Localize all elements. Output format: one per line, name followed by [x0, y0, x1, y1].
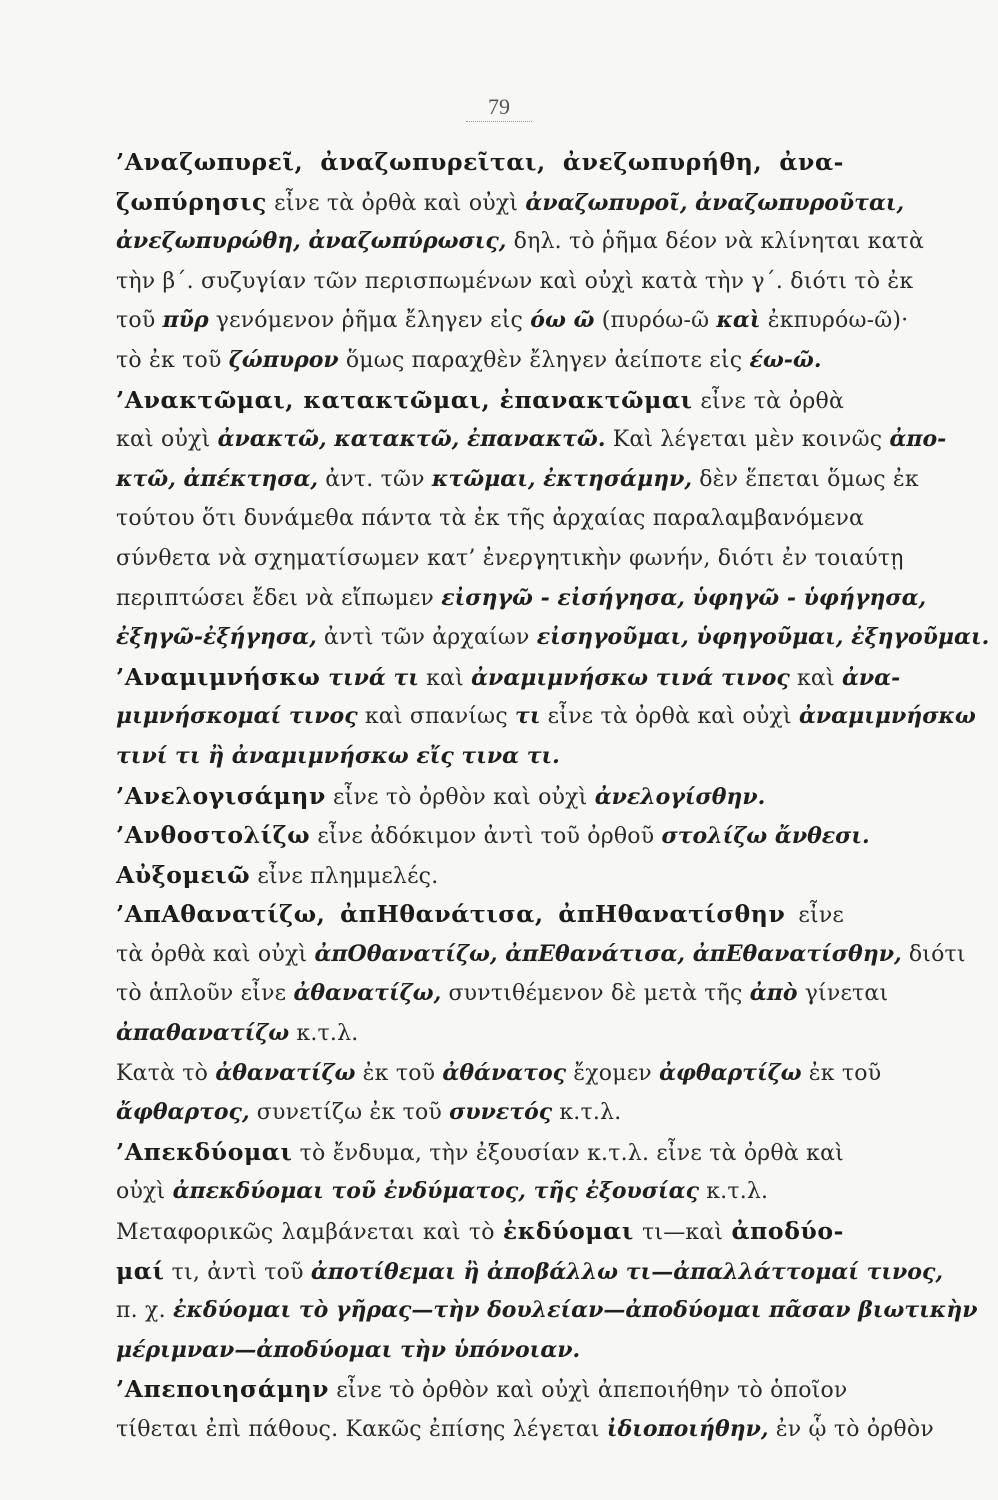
emphasized-text: κτῶ, ἀπέκτησα,	[116, 465, 319, 492]
emphasized-text: όω ῶ	[530, 307, 595, 334]
entry-headword: ’Ανελογισάμην	[116, 781, 326, 810]
body-text-run: συνετίζω ἐκ τοῦ	[249, 1100, 450, 1126]
entry-headword: ἐκδύομαι	[502, 1217, 634, 1246]
body-text-run: δὲν ἕπεται ὅμως ἐκ	[692, 466, 919, 492]
body-text-run: εἶνε πλημμελές.	[250, 863, 439, 889]
body-text-run: περιπτώσει ἔδει νὰ εἴπωμεν	[116, 585, 442, 611]
emphasized-text: ἀθανατίζω,	[293, 980, 442, 1007]
emphasized-text: ἀναμιμνήσκω τινά τινος	[471, 664, 790, 691]
text-line	[116, 935, 966, 975]
text-line	[116, 816, 870, 856]
text-line	[116, 539, 904, 579]
entry-headword: ’Ανθοστολίζω	[116, 821, 311, 850]
body-text-run: κ.τ.λ.	[699, 1179, 769, 1205]
text-line	[116, 579, 927, 619]
body-text-run: τούτου ὅτι δυνάμεθα πάντα τὰ ἐκ τῆς ἀρχαίας παραλαμβανόμενα	[116, 506, 865, 532]
emphasized-text: ἀναμιμνήσκω	[798, 703, 976, 730]
text-line	[116, 895, 844, 935]
body-text-run: τι, ἀντὶ τοῦ	[164, 1259, 311, 1285]
entry-headword: ’Αναμιμνήσκω	[116, 662, 321, 691]
body-text-run: εἶνε τὰ ὀρθὰ καὶ οὐχὶ	[540, 704, 799, 730]
body-text-run: (πυρόω-ῶ	[594, 308, 717, 334]
body-text-run: καὶ	[789, 665, 842, 691]
emphasized-text: ἀνεζωπυρώθη, ἀναζωπύρωσις,	[116, 228, 507, 255]
text-line	[116, 499, 865, 539]
emphasized-text: ἀθανατίζω	[215, 1059, 356, 1086]
emphasized-text: ἐξηγῶ-ἐξήγησα,	[116, 624, 317, 651]
body-text-run: γίνεται	[797, 981, 889, 1007]
body-text-run: διότι	[901, 941, 966, 967]
emphasized-text: ἀφθαρτίζω	[659, 1059, 802, 1086]
body-text-run: τι—καὶ	[633, 1220, 732, 1246]
text-line	[116, 974, 889, 1014]
emphasized-text: ἀθάνατος	[442, 1059, 567, 1086]
body-text-run: συντιθέμενον δὲ μετὰ τῆς	[441, 981, 750, 1007]
text-line	[116, 301, 909, 341]
text-line	[116, 341, 844, 381]
emphasized-text: ζώπυρον	[228, 346, 339, 373]
emphasized-text: έω-ῶ.	[749, 346, 822, 373]
emphasized-text: τινά τι	[320, 664, 419, 691]
emphasized-text: μέριμναν—ἀποδύομαι τὴν ὑπόνοιαν.	[116, 1336, 581, 1363]
emphasized-text: ἀποτίθεμαι ἢ ἀποβάλλω τι—ἀπαλλάττομαί τινος,	[310, 1258, 944, 1285]
text-line	[116, 1410, 934, 1450]
emphasized-text: μιμνήσκομαί τινος	[116, 703, 358, 730]
body-text-run: σύνθετα νὰ σχηματίσωμεν κατ’ ἐνεργητικὴν φωνήν, διότι ἐν τοιαύτῃ	[116, 545, 904, 571]
emphasized-text: ἀπεκδύομαι τοῦ ἐνδύματος, τῆς ἐξουσίας	[172, 1178, 700, 1205]
body-text-run: τὴν β΄. συζυγίαν τῶν περισπωμένων καὶ οὐχὶ κατὰ τὴν γ΄. διότι τὸ ἐκ	[116, 268, 914, 294]
entry-headword: ζωπύρησις	[116, 187, 267, 216]
text-line	[116, 183, 905, 223]
text-line	[116, 777, 844, 817]
text-line	[116, 1172, 844, 1212]
emphasized-text: ἀπαθανατίζω	[116, 1020, 290, 1047]
text-line	[116, 1370, 848, 1410]
body-text-run: π. χ.	[116, 1298, 173, 1324]
body-text-run: γενόμενον ῥῆμα ἔληγεν εἰς	[208, 308, 531, 334]
body-text-run: ὅμως παραχθὲν ἔληγεν ἀείποτε εἰς	[338, 347, 750, 373]
text-line	[116, 1054, 882, 1094]
body-text-run: οὐχὶ	[116, 1179, 173, 1205]
entry-headword: ’Απεποιησάμην	[116, 1375, 330, 1404]
emphasized-text: πῦρ	[162, 307, 209, 334]
body-text	[116, 143, 990, 1450]
text-line	[116, 618, 990, 658]
emphasized-text: ἰδιοποιήθην,	[606, 1416, 769, 1442]
body-text-run: εἶνε ἀδόκιμον ἀντὶ τοῦ ὀρθοῦ	[310, 824, 662, 850]
body-text-run: τὸ ἐκ τοῦ	[116, 347, 229, 373]
text-line	[116, 1252, 944, 1292]
entry-headword: ’Ανακτῶμαι, κατακτῶμαι, ἐπανακτῶμαι	[116, 385, 693, 414]
body-text-run: Μεταφορικῶς λαμβάνεται καὶ τὸ	[116, 1220, 503, 1246]
text-line	[116, 1014, 844, 1054]
text-line	[116, 658, 901, 698]
emphasized-text: στολίζω ἄνθεσι.	[661, 823, 870, 850]
body-text-run: κ.τ.λ.	[289, 1021, 359, 1047]
entry-headword: μαί	[116, 1256, 165, 1285]
emphasized-text: κτῶμαι, ἐκτησάμην,	[431, 465, 692, 492]
page-number: 79	[0, 94, 998, 120]
body-text-run: ἀντ. τῶν	[318, 466, 432, 492]
text-line	[116, 697, 976, 737]
text-line	[116, 460, 919, 500]
emphasized-text: ἐκδύομαι τὸ γῆρας—τὴν δουλείαν—ἀποδύομαι πᾶσαν βιωτικὴν	[172, 1297, 978, 1324]
text-line	[116, 1331, 844, 1371]
body-text-run: ἀντὶ τῶν ἀρχαίων	[316, 625, 537, 651]
text-line	[116, 222, 925, 262]
emphasized-text: ἀπΟθανατίζω, ἀπΕθανάτισα, ἀπΕθανατίσθην,	[314, 940, 902, 967]
body-text-run: καὶ σπανίως	[357, 704, 516, 730]
body-text-run: ἔχομεν	[566, 1060, 660, 1086]
body-text-run: τὰ ὀρθὰ καὶ οὐχὶ	[116, 941, 315, 967]
text-line	[116, 856, 844, 896]
emphasized-text: ἀπὸ	[749, 980, 798, 1007]
emphasized-text: εἰσηγοῦμαι, ὑφηγοῦμαι, ἐξηγοῦμαι.	[536, 624, 990, 651]
body-text-run: δηλ. τὸ ῥῆμα δέον νὰ κλίνηται κατὰ	[506, 229, 925, 255]
entry-headword: ’ΑπΑθανατίζω, ἀπΗθανάτισα, ἀπΗθανατίσθην	[116, 900, 786, 929]
emphasized-text: εἰσηγῶ - εἰσήγησα, ὑφηγῶ - ὑφήγησα,	[441, 584, 927, 611]
body-text-run: εἶνε τὸ ὀρθὸν καὶ οὐχὶ ἀπεποιήθην τὸ ὁποῖον	[329, 1378, 848, 1404]
body-text-run: ἐκ τοῦ	[355, 1060, 443, 1086]
text-line	[116, 737, 844, 777]
text-line	[116, 1093, 844, 1133]
text-line	[116, 1212, 844, 1252]
body-text-run: καὶ	[418, 665, 472, 691]
text-line	[116, 1291, 978, 1331]
entry-headword: ’Απεκδύομαι	[116, 1137, 293, 1166]
text-line	[116, 143, 844, 183]
body-text-run: τίθεται ἐπὶ πάθους. Κακῶς ἐπίσης λέγεται	[116, 1417, 607, 1442]
emphasized-text: ἀνα-	[841, 664, 901, 691]
text-line	[116, 381, 844, 421]
body-text-run: ἐκπυρόω-ῶ)·	[760, 308, 909, 334]
emphasized-text: τι	[515, 703, 541, 730]
text-line	[116, 1133, 844, 1173]
body-text-run: εἶνε τὰ ὀρθὰ	[692, 388, 845, 414]
emphasized-text: ἀνελογίσθην.	[594, 783, 766, 810]
emphasized-text: ἀπο-	[889, 426, 947, 453]
body-text-run: Κατὰ τὸ	[116, 1060, 216, 1086]
body-text-run: τὸ ἁπλοῦν εἶνε	[116, 981, 294, 1007]
body-text-run: κ.τ.λ.	[552, 1100, 622, 1126]
entry-headword: ἀποδύο-	[731, 1217, 845, 1246]
entry-headword: Αὐξομειῶ	[116, 860, 251, 889]
emphasized-text: ἀνακτῶ, κατακτῶ, ἐπανακτῶ.	[217, 426, 606, 453]
body-text-run: ἐκ τοῦ	[801, 1060, 882, 1086]
entry-headword: ’Αναζωπυρεῖ, ἀναζωπυρεῖται, ἀνεζωπυρήθη, ἀνα-	[116, 148, 844, 176]
text-line	[116, 262, 914, 302]
emphasized-text: τινί τι ἢ ἀναμιμνήσκω εἴς τινα τι.	[116, 742, 560, 769]
body-text-run: τὸ ἔνδυμα, τὴν ἐξουσίαν κ.τ.λ. εἶνε τὰ ὀρθὰ καὶ	[292, 1140, 844, 1166]
body-text-run: εἶνε	[785, 903, 845, 929]
body-text-run: ἐν ᾧ τὸ ὀρθὸν	[768, 1417, 934, 1442]
body-text-run: καὶ οὐχὶ	[116, 427, 218, 453]
emphasized-text: καὶ	[716, 307, 761, 334]
body-text-run: Καὶ λέγεται μὲν κοινῶς	[605, 427, 890, 453]
emphasized-text: ἄφθαρτος,	[116, 1099, 250, 1126]
body-text-run: εἶνε τὸ ὀρθὸν καὶ οὐχὶ	[325, 784, 595, 810]
body-text-run: εἶνε τὰ ὀρθὰ καὶ οὐχὶ	[266, 190, 526, 216]
body-text-run: τοῦ	[116, 308, 163, 334]
emphasized-text: συνετός	[449, 1099, 553, 1126]
emphasized-text: ἀναζωπυροῖ, ἀναζωπυροῦται,	[525, 189, 905, 216]
text-line	[116, 420, 947, 460]
